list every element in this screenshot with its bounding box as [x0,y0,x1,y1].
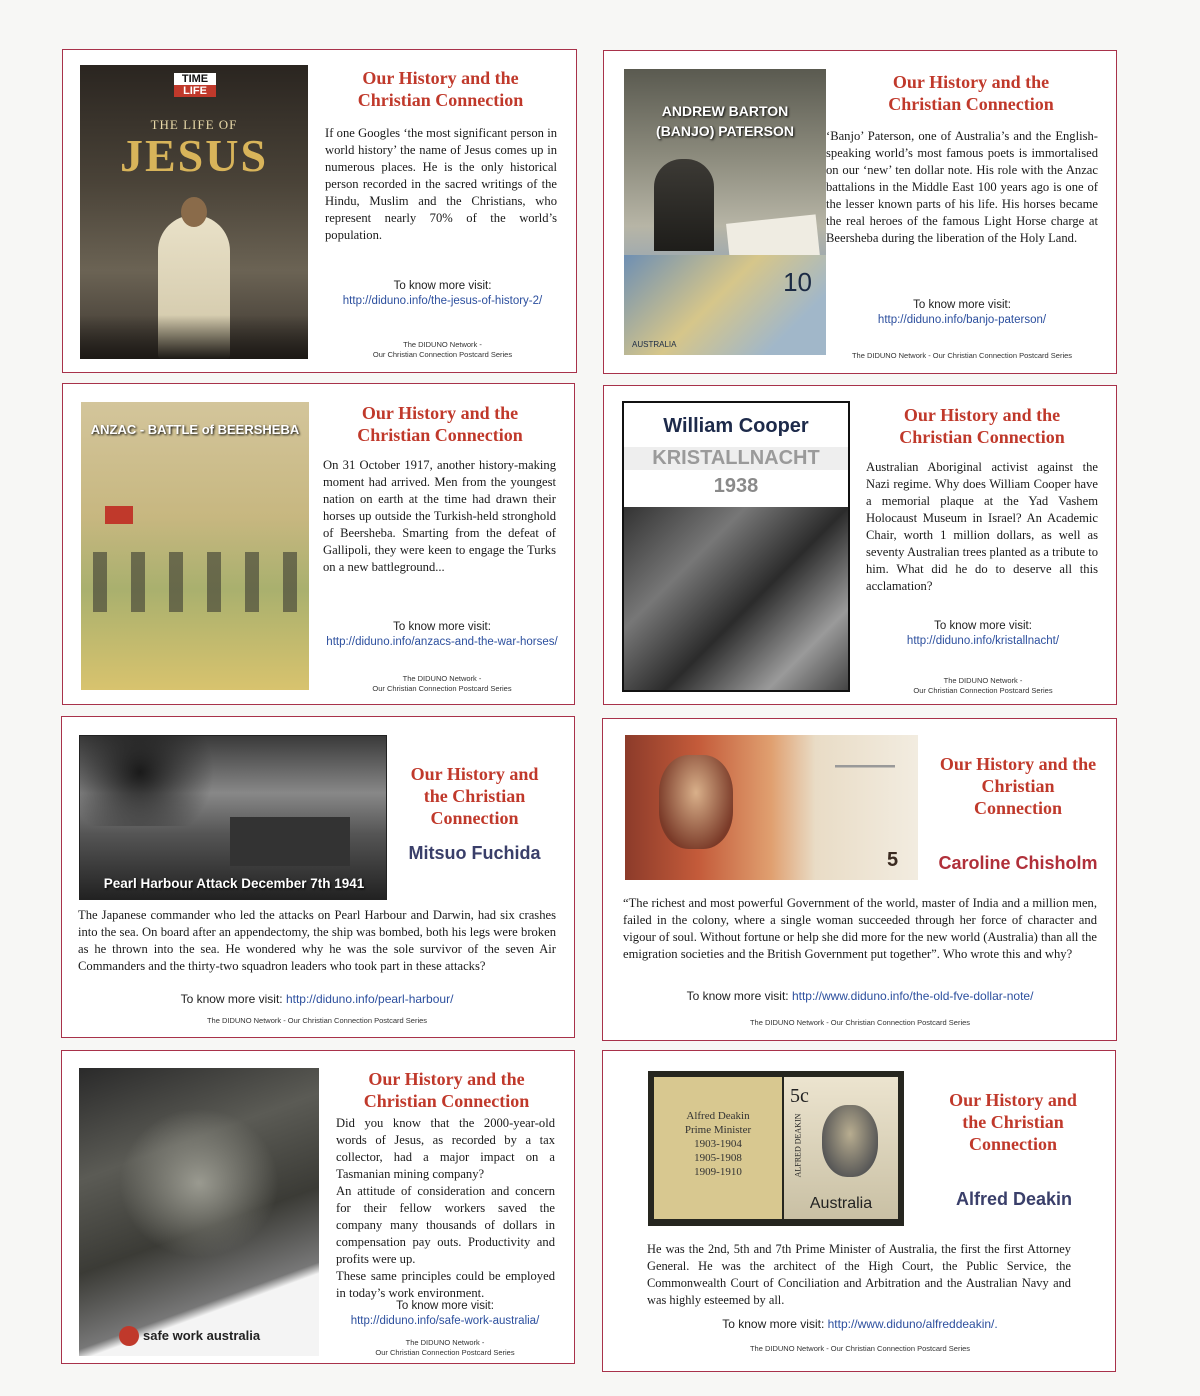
card-heading: Our History and the Christian Connection [899,405,1065,447]
card-footer: The DIDUNO Network - Our Christian Connection Postcard Series [372,674,512,693]
image-title-line1: ANDREW BARTON [661,103,789,119]
paterson-portrait [654,159,714,251]
card-heading: Our History and the Christian Connection [363,1069,530,1111]
safe-work-logo [119,1326,289,1346]
note-value: 5 [887,849,899,871]
image-title-line2: (BANJO) PATERSON [656,123,794,139]
body-paragraph: An attitude of consideration and concern for their fellow workers saved the company many thousands of dollars in compensation pay outs. Productivity and profits were up. [336,1184,555,1266]
time-life-logo: TIME LIFE [174,73,216,97]
visit-label: To know more visit: [393,280,492,292]
card-footer: The DIDUNO Network - Our Christian Connection Postcard Series [375,1338,515,1357]
card-footer: The DIDUNO Network - Our Christian Connection Postcard Series [749,1344,971,1353]
card-heading: Our History and the Christian Connection [357,403,523,445]
jesus-head [181,197,207,227]
person-name: Mitsuo Fuchida [408,843,541,863]
chisholm-portrait [659,755,733,849]
visit-label: To know more visit: [934,620,1032,632]
person-name: Alfred Deakin [955,1189,1073,1209]
card-body-text: The Japanese commander who led the attacks on Pearl Harbour and Darwin, had six crashes into the sea. On board after an appendectomy, the ship was bombed, both his legs were broken as he thrown into the sea. He wondered why he was the sole survivor of the seven Air Commanders and the thirty-two squadron leaders who took part in these attacks? [78,908,556,973]
alfred-deakin-stamp-image [648,1071,904,1226]
safe-work-image [79,1068,319,1356]
stamp-right-panel [784,1077,898,1219]
visit-link[interactable]: http://diduno.info/anzacs-and-the-war-horses/ [326,636,558,648]
card-heading: Our History and the Christian Connection [410,764,539,828]
image-title: ANZAC - BATTLE of BEERSHEBA [90,422,300,437]
visit-label: To know more visit: [393,621,491,633]
visit-link[interactable]: http://www.diduno.info/the-old-fve-dollar-note/ [791,989,1034,1003]
image-year: 1938 [713,475,759,497]
card-body-text: ‘Banjo’ Paterson, one of Australia’s and the English-speaking world’s most famous poets is immortalised on our ‘new’ ten dollar note. His role with the Anzac battalions in the Middle East 100 years ago is one of the lesser known parts of his life. His horses became the real heroes of the famous Light Horse charge at Beersheba during the liberation of the Holy Land. [826,129,1098,245]
anzac-beersheba-image [81,402,309,690]
five-dollar-note-image [625,735,918,880]
person-name: Caroline Chisholm [938,853,1098,873]
visit-link[interactable]: http://diduno.info/the-jesus-of-history-2/ [342,295,543,307]
postcard-mitsuo-fuchida [61,716,575,1038]
visit-block [320,1299,570,1329]
card-footer: The DIDUNO Network - Our Christian Connection Postcard Series [851,351,1073,360]
visit-label: To know more visit: [913,299,1011,311]
visit-block [854,619,1112,649]
deakin-portrait [822,1105,878,1177]
postcard-jesus [62,49,577,373]
note-country: AUSTRALIA [632,340,677,349]
card-body-text: If one Googles ‘the most significant person in world history’ the name of Jesus comes up in numerous places. He is the only historical person recorded in the sacred writings of the Hindu, Muslim and the Christians, who represent nearly 70% of the world’s population. [325,126,557,242]
life-of-jesus-cover-image [80,65,308,359]
visit-label: To know more visit: [722,1317,825,1331]
visit-block [828,298,1096,328]
kristallnacht-image [622,401,850,692]
stamp-left-panel: Alfred Deakin Prime Minister 1903-1904 1905-1908 1909-1910 [654,1077,782,1219]
card-body-text: On 31 October 1917, another history-making moment had arrived. Men from the youngest nation on earth at the time had drawn their horses up outside the Turkish-held stronghold of Beersheba. Smarting from the defeat of Gallipoli, they were keen to engage the Turks on a new battleground... [323,458,556,574]
postcard-alfred-deakin [602,1050,1116,1372]
miners-scene [119,1108,279,1258]
postcard-banjo-paterson [603,50,1117,374]
note-value: 10 [783,267,812,297]
visit-link[interactable]: http://www.diduno/alfreddeakin/. [827,1317,998,1331]
visit-link[interactable]: http://diduno.info/kristallnacht/ [906,635,1060,647]
card-heading: Our History and the Christian Connection [357,68,524,110]
broken-shopfront-photo [624,507,848,690]
cover-subtitle: THE LIFE OF [150,117,238,132]
visit-block [313,620,571,650]
visit-label: To know more visit: [180,992,283,1006]
banjo-paterson-image [624,69,826,355]
card-heading: Our History and the Christian Connection [949,1090,1077,1154]
stamp-side-name: ALFRED DEAKIN [793,1113,803,1178]
stamp-value: 5c [790,1085,809,1107]
postcard-safe-work [61,1050,575,1364]
crowd-silhouette [80,315,308,359]
image-event: KRISTALLNACHT [624,447,848,470]
postcard-caroline-chisholm [602,718,1117,1041]
visit-label: To know more visit: [686,989,789,1003]
cover-title: JESUS [119,130,269,181]
card-heading: Our History and the Christian Connection [888,72,1054,114]
card-footer: The DIDUNO Network - Our Christian Connection Postcard Series [206,1016,428,1025]
card-footer: The DIDUNO Network - Our Christian Connection Postcard Series [372,340,513,359]
postcard-beersheba [62,383,575,705]
card-body-text: He was the 2nd, 5th and 7th Prime Minister of Australia, the first the first Attorney General. He was the architect of the High Court, the Public Service, the Commonwealth Court of Conciliation and Arbitration and the Australian Navy and was highly esteemed by all. [647,1242,1071,1307]
body-paragraph: Did you know that the 2000-year-old words of Jesus, as recorded by a tax collector, had a major impact on a Tasmanian mining company? [336,1116,555,1181]
horsemen-silhouettes [93,552,297,612]
card-footer: The DIDUNO Network - Our Christian Connection Postcard Series [913,676,1053,695]
safe-work-logo-text: safe work australia [143,1328,261,1343]
visit-block [315,279,570,309]
image-caption: Pearl Harbour Attack December 7th 1941 [103,876,365,891]
visit-link[interactable]: http://diduno.info/banjo-paterson/ [877,314,1047,326]
image-person-name: William Cooper [663,415,809,437]
stamp-country: Australia [809,1195,873,1212]
battleship-silhouette [230,796,350,866]
sailing-ship [835,745,895,795]
ten-dollar-note [624,255,826,355]
body-paragraph: These same principles could be employed in today’s work environment. [336,1269,555,1300]
visit-block [623,1317,1097,1332]
card-body-text: “The richest and most powerful Government of the world, master of India and a million men, failed in the colony, where a single woman succeeded through her force of character and vigour of soul. Without fortune or help she did more for the new world (Australia) than all the emigration societies and the British Government put together”. Who wrote this and why? [623,896,1097,961]
flag-icon [105,506,133,524]
visit-link[interactable]: http://diduno.info/pearl-harbour/ [285,992,454,1006]
card-footer: The DIDUNO Network - Our Christian Connection Postcard Series [749,1018,971,1027]
postcard-william-cooper [603,385,1117,705]
safe-work-logo-icon [119,1326,139,1346]
visit-label: To know more visit: [396,1300,494,1312]
card-heading: Our History and the Christian Connection [939,754,1097,818]
pearl-harbour-image [79,735,387,900]
card-body-text: Australian Aboriginal activist against the Nazi regime. Why does William Cooper have a memorial plaque at the Yad Vashem Holocaust Museum in Israel? An Academic Chair, worth 1 million dollars, as well as seventy Australian trees planted as a tribute to him. What did he do to deserve all this acclamation? [866,460,1098,593]
visit-block [623,989,1097,1004]
card-body-text [336,1115,555,1302]
smoke-cloud [80,736,230,826]
visit-link[interactable]: http://diduno.info/safe-work-australia/ [350,1315,540,1327]
visit-block [78,992,556,1007]
